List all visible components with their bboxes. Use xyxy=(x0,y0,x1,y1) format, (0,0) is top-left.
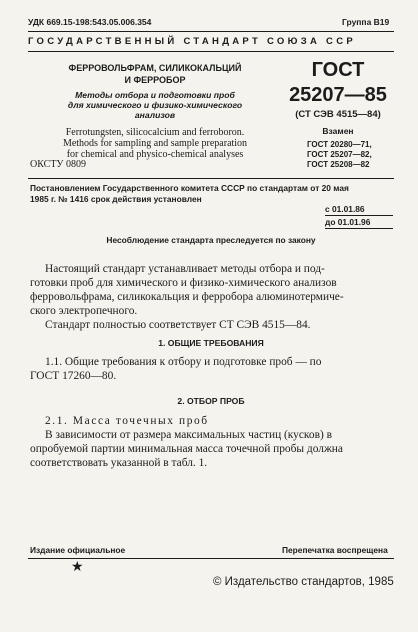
gost-label: ГОСТ xyxy=(311,59,365,81)
title-ru-line: ФЕРРОВОЛЬФРАМ, СИЛИКОКАЛЬЦИЙ xyxy=(68,63,242,73)
section2-line: соответствовать указанной в табл. 1. xyxy=(30,457,208,469)
replaced-standard: ГОСТ 20280—71, xyxy=(307,140,372,149)
intro-line: Настоящий стандарт устанавливает методы отбора и под- xyxy=(45,263,325,275)
okstu-code: ОКСТУ 0809 xyxy=(30,159,87,170)
intro-line: готовки проб для химического и физико-химического анализов xyxy=(30,277,337,289)
section1-title: 1. ОБЩИЕ ТРЕБОВАНИЯ xyxy=(158,338,264,348)
replaced-standard: ГОСТ 25208—82 xyxy=(307,160,370,169)
state-standard-title: ГОСУДАРСТВЕННЫЙ СТАНДАРТ СОЮЗА ССР xyxy=(28,36,357,47)
validity-from: с 01.01.86 xyxy=(325,204,365,214)
section2-title: 2. ОТБОР ПРОБ xyxy=(177,396,245,406)
replaced-standard: ГОСТ 25207—82, xyxy=(307,150,372,159)
title-en xyxy=(30,127,280,160)
title-ru xyxy=(40,62,270,86)
subtitle-ru xyxy=(40,90,270,120)
subtitle-ru-line: для химического и физико-химического xyxy=(67,100,243,110)
star-icon: ★ xyxy=(71,560,84,575)
section2-line: опробуемой партии минимальная масса точечной пробы должна xyxy=(30,443,343,455)
udk-code: УДК 669.15-198:543.05.006.354 xyxy=(28,17,152,27)
section2-subtitle: 2.1. Масса точечных проб xyxy=(45,415,209,427)
header-rule-bottom xyxy=(28,51,394,52)
decree-line: Постановлением Государственного комитета СССР по стандартам от 20 мая xyxy=(30,183,349,193)
title-en-line: Ferrotungsten, silicocalcium and ferroboron. xyxy=(65,127,245,138)
publisher: © Издательство стандартов, 1985 xyxy=(213,576,394,588)
section2-line: В зависимости от размера максимальных частиц (кусков) в xyxy=(45,429,332,441)
subtitle-ru-line: анализов xyxy=(134,110,176,120)
replaced-standards xyxy=(307,140,372,170)
validity-rule xyxy=(325,228,393,229)
replaces-label: Взамен xyxy=(322,126,354,136)
st-sev-reference: (СТ СЭВ 4515—84) xyxy=(295,109,381,120)
subtitle-ru-line: Методы отбора и подготовки проб xyxy=(75,90,235,100)
validity-rule xyxy=(325,215,393,216)
intro-compliance: Стандарт полностью соответствует СТ СЭВ 4515—84. xyxy=(45,319,311,331)
section1-paragraph xyxy=(30,355,394,383)
header-rule-top xyxy=(28,31,394,32)
section1-line: 1.1. Общие требования к отбору и подготовке проб — по xyxy=(45,356,322,368)
gost-number: 25207—85 xyxy=(289,84,387,106)
title-block-rule xyxy=(28,178,394,179)
intro-line: ферровольфрама, силикокальция и ферробора алюминотермиче- xyxy=(30,291,344,303)
intro-line: ского электропечного. xyxy=(30,305,138,317)
decree-line: 1985 г. № 1416 срок действия установлен xyxy=(30,194,202,204)
decree xyxy=(30,183,394,205)
title-en-line: for chemical and physico-chemical analyses xyxy=(66,149,244,160)
penalty-notice: Несоблюдение стандарта преследуется по закону xyxy=(106,235,316,245)
reprint-prohibited: Перепечатка воспрещена xyxy=(282,545,388,555)
validity-to: до 01.01.96 xyxy=(325,217,371,227)
section2-paragraph xyxy=(30,428,394,470)
official-edition: Издание официальное xyxy=(30,545,126,555)
section1-line: ГОСТ 17260—80. xyxy=(30,370,117,382)
title-en-line: Methods for sampling and sample preparation xyxy=(62,138,248,149)
intro-paragraph xyxy=(30,262,394,318)
group-code: Группа В19 xyxy=(342,17,390,27)
title-ru-line: И ФЕРРОБОР xyxy=(124,75,186,85)
